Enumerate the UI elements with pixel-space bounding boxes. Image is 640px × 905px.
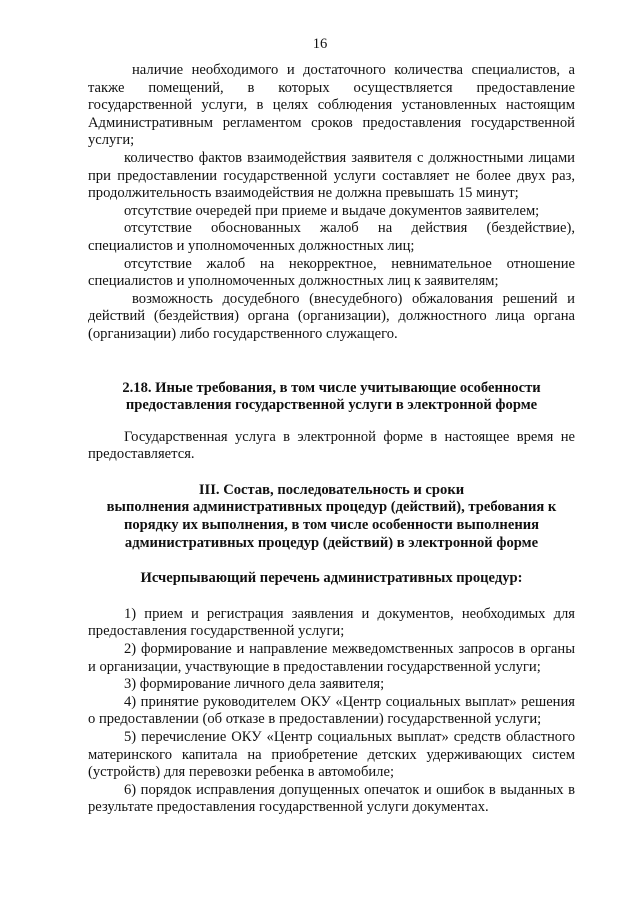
criteria-item: отсутствие очередей при приеме и выдаче документов заявителем;: [124, 202, 540, 219]
heading-line: 2.18. Иные требования, в том числе учитывающие особенности: [122, 379, 541, 396]
criteria-item: возможность досудебного (внесудебного) обжалования решений и действий (бездействия) органа (организации), должностного лица органа (организации) либо государственного служащего.: [88, 290, 575, 342]
heading-line: III. Состав, последовательность и сроки: [198, 481, 465, 498]
criteria-item: наличие необходимого и достаточного количества специалистов, а также помещений, в которых осуществляется предоставление государственной услуги, в целях соблюдения установленных настоящим Административным регламентом сроков предоставления государственной услуги;: [88, 62, 575, 149]
criteria-item: отсутствие обоснованных жалоб на действия (бездействие), специалистов и уполномоченных должностных лиц;: [88, 220, 575, 254]
section-2-18-text: Государственная услуга в электронной форме в настоящее время не предоставляется.: [88, 428, 575, 463]
section-3-heading: [88, 482, 575, 552]
procedure-item: 2) формирование и направление межведомственных запросов в органы и организации, участвующие в предоставлении государственной услуги;: [88, 641, 575, 675]
procedure-item: 4) принятие руководителем ОКУ «Центр социальных выплат» решения о предоставлении (об отказе в предоставлении) государственной услуги;: [88, 693, 575, 728]
procedures-subheading: Исчерпывающий перечень административных процедур:: [140, 570, 523, 587]
procedure-item: 1) прием и регистрация заявления и документов, необходимых для предоставления государственной услуги;: [88, 605, 575, 640]
procedure-item: 6) порядок исправления допущенных опечаток и ошибок в выданных в результате предоставления государственной услуги документах.: [88, 781, 575, 816]
section-2-18-heading: [88, 380, 575, 415]
procedure-item: 5) перечисление ОКУ «Центр социальных выплат» средств областного материнского капитала на приобретение детских удерживающих систем (устройств) для перевозки ребенка в автомобиле;: [88, 729, 575, 781]
page-number: 16: [312, 36, 328, 52]
heading-line: административных процедур (действий) в электронной форме: [124, 534, 539, 551]
criteria-item: количество фактов взаимодействия заявителя с должностными лицами при предоставлении государственной услуги составляет не более двух раз, продолжительность взаимодействия не должна превышать 15 минут;: [88, 149, 575, 202]
heading-line: предоставления государственной услуги в электронной форме: [125, 397, 538, 414]
procedure-item: 3) формирование личного дела заявителя;: [124, 676, 385, 693]
criteria-item: отсутствие жалоб на некорректное, невнимательное отношение специалистов и уполномоченных должностных лиц к заявителям;: [88, 255, 575, 290]
page-content: [88, 62, 575, 817]
heading-line: выполнения административных процедур (действий), требования к: [106, 499, 557, 516]
heading-line: порядку их выполнения, в том числе особенности выполнения: [123, 517, 540, 534]
